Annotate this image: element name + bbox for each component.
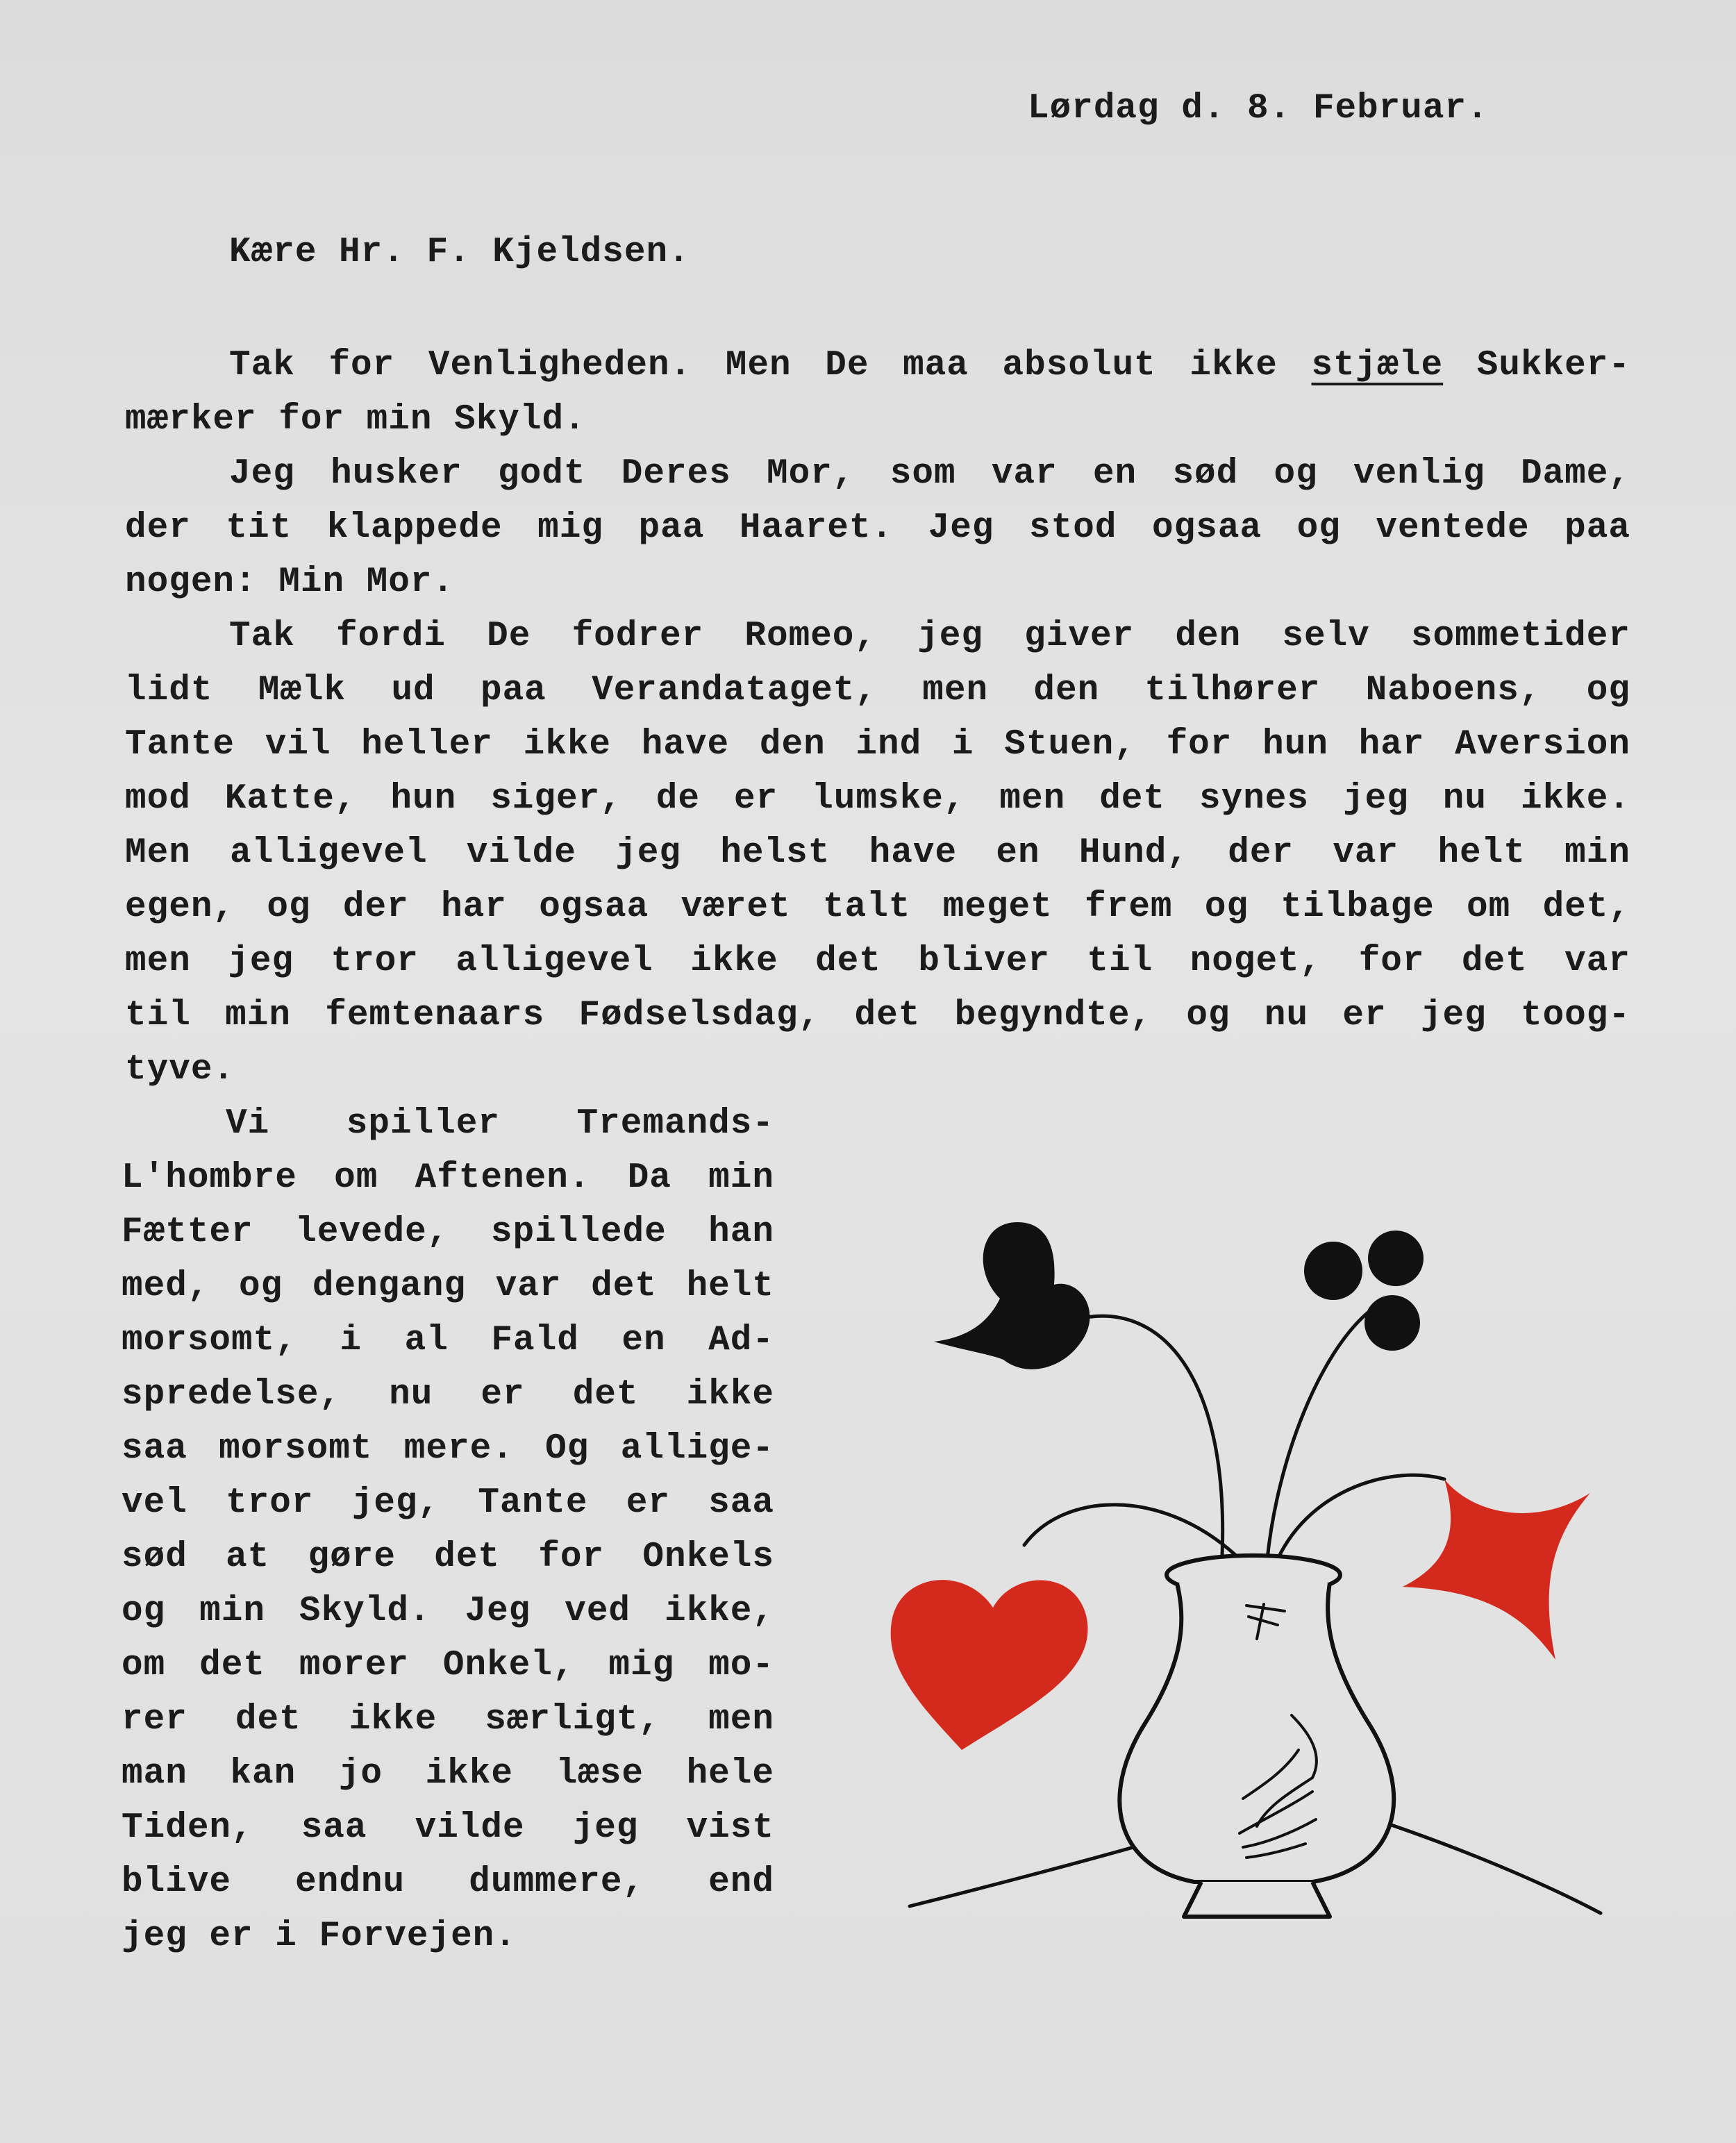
stem-spade xyxy=(1076,1316,1223,1556)
p3-line-7: men jeg tror alligevel ikke det bliver til noget, for det var xyxy=(125,942,1630,981)
vase xyxy=(1119,1556,1394,1917)
p4-line-15: blive endnu dummere, end xyxy=(122,1862,774,1902)
club-leaf-1 xyxy=(1304,1242,1362,1300)
p1-line-1-start: Tak for Venligheden. Men De maa absolut ikke xyxy=(229,346,1312,385)
p4-line-8: vel tror jeg, Tante er saa xyxy=(122,1483,774,1523)
letter-date: Lørdag d. 8. Februar. xyxy=(1028,89,1489,128)
p4-line-2: L'hombre om Aftenen. Da min xyxy=(122,1158,774,1198)
club-leaf-3 xyxy=(1364,1295,1420,1351)
letter-salutation: Kære Hr. F. Kjeldsen. xyxy=(229,233,690,272)
vase-foot xyxy=(1184,1882,1330,1917)
stem-club xyxy=(1267,1312,1368,1559)
p4-line-11: om det morer Onkel, mig mo- xyxy=(122,1646,774,1685)
p3-line-5: Men alligevel vilde jeg helst have en Hund, der var helt min xyxy=(125,833,1630,873)
underlined-word: stjæle xyxy=(1311,346,1444,385)
table-line-left xyxy=(910,1844,1146,1906)
p4-line-14: Tiden, saa vilde jeg vist xyxy=(122,1808,774,1848)
p3-line-8: til min femtenaars Fødselsdag, det begyndte, og nu er jeg toog- xyxy=(125,996,1630,1035)
stem-left xyxy=(1024,1505,1236,1556)
p4-line-10: og min Skyld. Jeg ved ikke, xyxy=(122,1592,774,1631)
p4-line-16: jeg er i Forvejen. xyxy=(122,1917,517,1956)
p3-line-1: Tak fordi De fodrer Romeo, jeg giver den selv sommetider xyxy=(229,617,1630,656)
stem-diamond xyxy=(1278,1475,1444,1559)
table-line-right xyxy=(1375,1819,1601,1913)
vase-illustration xyxy=(868,1181,1660,1965)
p4-line-13: man kan jo ikke læse hele xyxy=(122,1754,774,1794)
p4-line-5: morsomt, i al Fald en Ad- xyxy=(122,1321,774,1360)
diamond-card-suit xyxy=(1403,1479,1590,1660)
p3-line-3: Tante vil heller ikke have den ind i Stuen, for hun har Aversion xyxy=(125,725,1630,765)
p3-line-9: tyve. xyxy=(125,1050,235,1090)
p4-line-4: med, og dengang var det helt xyxy=(122,1267,774,1306)
p2-line-2: der tit klappede mig paa Haaret. Jeg stod ogsaa og ventede paa xyxy=(125,508,1630,548)
p1-line-1 xyxy=(229,339,1630,393)
p4-line-1: Vi spiller Tremands- xyxy=(226,1104,774,1144)
p3-line-6: egen, og der har ogsaa været talt meget frem og tilbage om det, xyxy=(125,887,1630,927)
p4-line-3: Fætter levede, spillede han xyxy=(122,1212,774,1252)
heart-card-suit xyxy=(891,1580,1088,1750)
p3-line-2: lidt Mælk ud paa Verandataget, men den tilhører Naboens, og xyxy=(125,671,1630,710)
spade-flower xyxy=(934,1222,1090,1369)
p2-line-3: nogen: Min Mor. xyxy=(125,562,455,602)
p4-line-12: rer det ikke særligt, men xyxy=(122,1700,774,1740)
p4-line-9: sød at gøre det for Onkels xyxy=(122,1537,774,1577)
stems xyxy=(1024,1312,1444,1559)
p1-line-1-end: Sukker- xyxy=(1443,346,1630,385)
vase-body xyxy=(1119,1583,1394,1882)
p1-line-2: mærker for min Skyld. xyxy=(125,400,586,440)
p3-line-4: mod Katte, hun siger, de er lumske, men det synes jeg nu ikke. xyxy=(125,779,1630,819)
p2-line-1: Jeg husker godt Deres Mor, som var en sød og venlig Dame, xyxy=(229,454,1630,494)
club-flower xyxy=(1304,1231,1424,1351)
club-leaf-2 xyxy=(1368,1231,1424,1286)
p4-line-7: saa morsomt mere. Og allige- xyxy=(122,1429,774,1469)
p4-line-6: spredelse, nu er det ikke xyxy=(122,1375,774,1415)
